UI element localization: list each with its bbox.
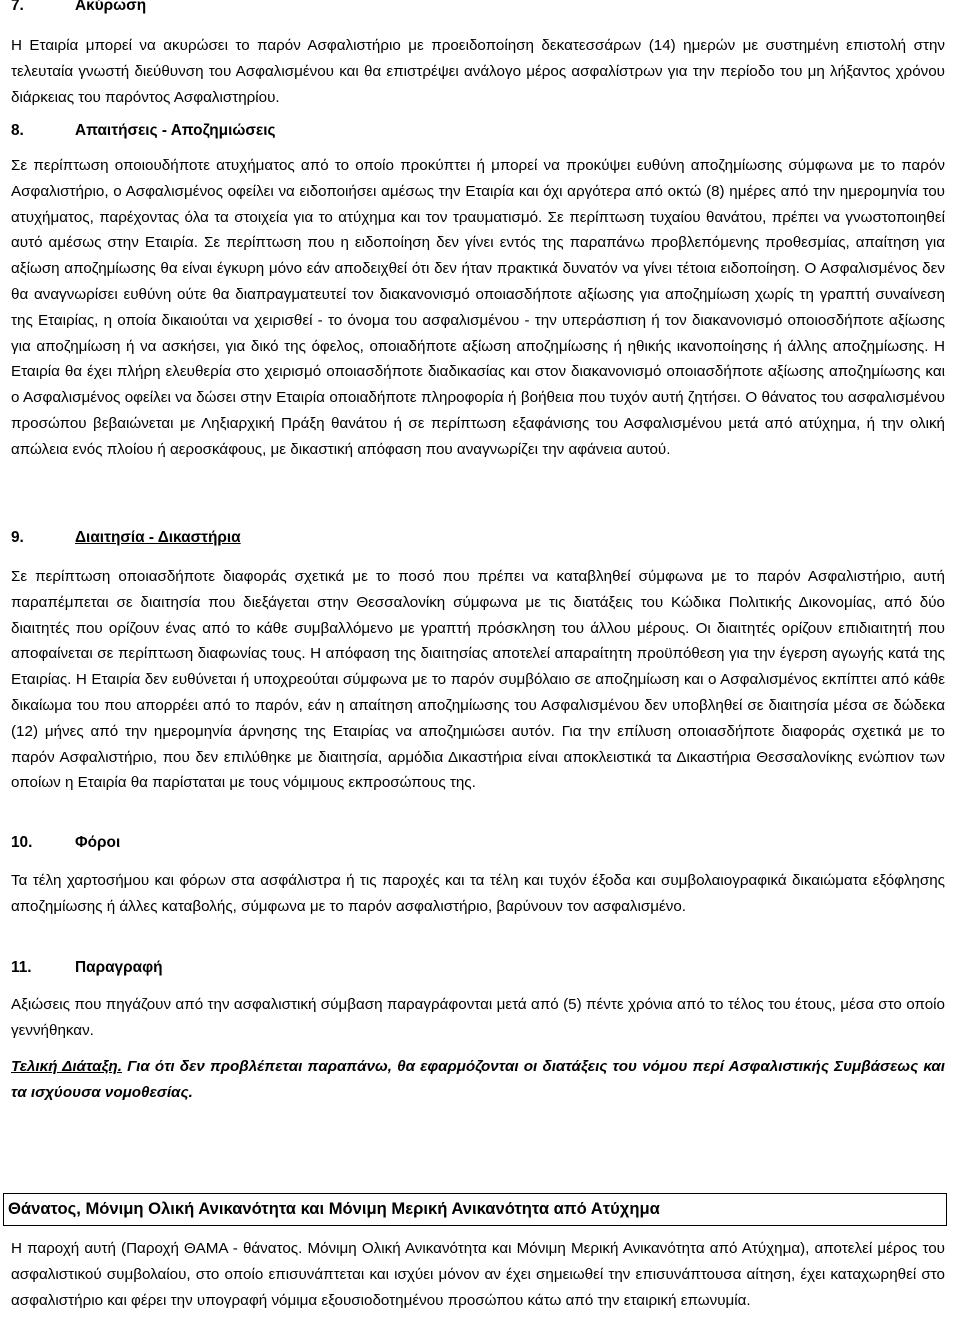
coverage-title: Θάνατος, Μόνιμη Ολική Ανικανότητα και Μόνιμη Μερική Ανικανότητα από Ατύχημα — [8, 1199, 660, 1218]
section-10-heading — [11, 834, 120, 852]
section-7-text: Η Εταιρία μπορεί να ακυρώσει το παρόν Ασφαλιστήριο με προειδοποίηση δεκατεσσάρων (14) ημερών με συστημένη επιστολή στην τελευταία γνωστή διεύθυνση του Ασφαλισμένου και θα επιστρέψει ανάλογο μέρος ασφαλίστρων για την περίοδο του μη λήξαντος χρόνου διάρκειας του παρόντος Ασφαλιστηρίου. — [11, 37, 945, 106]
section-9-heading — [11, 529, 241, 547]
section-11-heading — [11, 959, 163, 977]
section-11-number: 11. — [11, 959, 32, 976]
coverage-title-box — [3, 1193, 947, 1226]
section-9-number: 9. — [11, 529, 24, 546]
section-7-title: Ακύρωση — [75, 0, 147, 14]
section-8-number: 8. — [11, 122, 24, 139]
section-7-number: 7. — [11, 0, 24, 14]
final-provision-label: Τελική Διάταξη. — [11, 1058, 122, 1075]
section-8-title: Απαιτήσεις - Αποζημιώσεις — [75, 122, 276, 139]
section-8-text: Σε περίπτωση οποιουδήποτε ατυχήματος από το οποίο προκύπτει ή μπορεί να προκύψει ευθύνη αποζημίωσης σύμφωνα με το παρόν Ασφαλιστήριο, ο Ασφαλισμένος οφείλει να ειδοποιήσει αμέσως την Εταιρία και όχι αργότερα από οκτώ (8) ημέρες από την ημερομηνία του ατυχήματος, παρέχοντας όλα τα στοιχεία για το ατύχημα και τον τραυματισμό. Σε περίπτωση τυχαίου θανάτου, πρέπει να γνωστοποιηθεί αυτό αμέσως στην Εταιρία. Σε περίπτωση που η ειδοποίηση δεν γίνει εντός της παραπάνω προβλεπόμενης προθεσμίας, απαίτηση για αξίωση αποζημίωσης θα είναι έγκυρη μόνο εάν αποδειχθεί ότι δεν ήταν πρακτικά δυνατόν να γίνει τέτοια ειδοποίηση. Ο Ασφαλισμένος δεν θα αναγνωρίσει ευθύνη ούτε θα διαπραγματευτεί τον διακανονισμό οποιασδήποτε αξίωσης για αποζημίωση χωρίς τη γραπτή συναίνεση της Εταιρίας, η οποία δικαιούται να χειρισθεί - το όνομα του ασφαλισμένου - την υπεράσπιση ή τον διακανονισμό οποιοσδήποτε αξίωσης για αποζημίωση ή να ασκήσει, για δικό της όφελος, οποιαδήποτε αξίωση αποζημίωσης ή ηθικής ικανοποίησης ή άλλης αποζημίωσης. Η Εταιρία θα έχει πλήρη ελευθερία στο χειρισμό οποιασδήποτε διαδικασίας και στον διακανονισμό οποιασδήποτε αξίωσης αποζημίωσης και ο Ασφαλισμένος οφείλει να δώσει στην Εταιρία οποιαδήποτε πληροφορία ή βοήθεια που τυχόν αυτή ζητήσει. Ο θάνατος του ασφαλισμένου προσώπου βεβαιώνεται με Ληξιαρχική Πράξη θανάτου ή σε περίπτωση εξαφάνισης του Ασφαλισμένου μετά από ατύχημα, ή την ολική απώλεια ενός πλοίου ή αεροσκάφους, με δικαστική απόφαση που αναγνωρίζει την αφάνεια αυτού. — [11, 157, 945, 458]
section-7-heading — [11, 0, 146, 15]
section-10-title: Φόροι — [75, 834, 121, 851]
section-9-text: Σε περίπτωση οποιασδήποτε διαφοράς σχετικά με το ποσό που πρέπει να καταβληθεί σύμφωνα με το παρόν Ασφαλιστήριο, αυτή παραπέμπεται σε διαιτησία που διεξάγεται στην Θεσσαλονίκη σύμφωνα με τις διατάξεις του Κώδικα Πολιτικής Δικονομίας, από δύο διαιτητές που ορίζουν ένας από το κάθε συμβαλλόμενο με γραπτή πρόσκληση του άλλου μέρους. Οι διαιτητές ορίζουν επιδιαιτητή που αποφαίνεται σε περίπτωση διαφωνίας τους. Η απόφαση της διαιτησίας αποτελεί απαραίτητη προϋπόθεση για την έγερση αγωγής κατά της Εταιρίας. Η Εταιρία δεν ευθύνεται ή υποχρεούται σύμφωνα με το παρόν συμβόλαιο σε αποζημίωση και ο Ασφαλισμένος εκπίπτει από κάθε δικαίωμα του που απορρέει από το παρόν, εάν η απαίτηση αποζημίωσης του Ασφαλισμένου δεν υποβληθεί σε διαιτησία μέσα σε δώδεκα (12) μήνες από την ημερομηνία άρνησης της Εταιρίας να αποζημιώσει αυτόν. Για την επίλυση οποιασδήποτε διαφοράς σχετικά με το παρόν Ασφαλιστήριο, που δεν επιλύθηκε με διαιτησία, αρμόδια Δικαστήρια είναι αποκλειστικά τα Δικαστήρια Θεσσαλονίκης ενώπιον των οποίων η Εταιρία θα παρίσταται με τους νόμιμους εκπροσώπους της. — [11, 568, 945, 792]
section-11-title: Παραγραφή — [75, 959, 163, 976]
coverage-text: Η παροχή αυτή (Παροχή ΘΑΜΑ - θάνατος. Μόνιμη Ολική Ανικανότητα και Μόνιμη Μερική Ανικανότητα από Ατύχημα), αποτελεί μέρος του ασφαλιστικού συμβολαίου, στο οποίο επισυνάπτεται και ισχύει μόνον αν έχει σημειωθεί την επισυνάπτουσα αίτηση, έχει καταχωρηθεί στο ασφαλιστήριο και φέρει την υπογραφή νόμιμα εξουσιοδοτημένου προσώπου κάτω από την εταιρική επωνυμία. — [11, 1240, 945, 1309]
section-9-title: Διαιτησία - Δικαστήρια — [75, 529, 241, 546]
final-provision-text: Για ότι δεν προβλέπεται παραπάνω, θα εφαρμόζονται οι διατάξεις του νόμου περί Ασφαλιστικής Συμβάσεως και τα ισχύουσα νομοθεσίας. — [11, 1058, 945, 1101]
section-8-heading — [11, 122, 276, 140]
section-10-text: Τα τέλη χαρτοσήμου και φόρων στα ασφάλιστρα ή τις παροχές και τα τέλη και τυχόν έξοδα και συμβολαιογραφικά δικαιώματα εξόφλησης αποζημίωσης ή άλλες καταβολής, σύμφωνα με το παρόν ασφαλιστήριο, βαρύνουν τον ασφαλισμένο. — [11, 872, 945, 915]
section-11-text: Αξιώσεις που πηγάζουν από την ασφαλιστική σύμβαση παραγράφονται μετά από (5) πέντε χρόνια από το τέλος του έτους, μέσα στο οποίο γεννήθηκαν. — [11, 996, 945, 1039]
final-provision — [11, 1054, 945, 1106]
section-10-number: 10. — [11, 834, 33, 851]
